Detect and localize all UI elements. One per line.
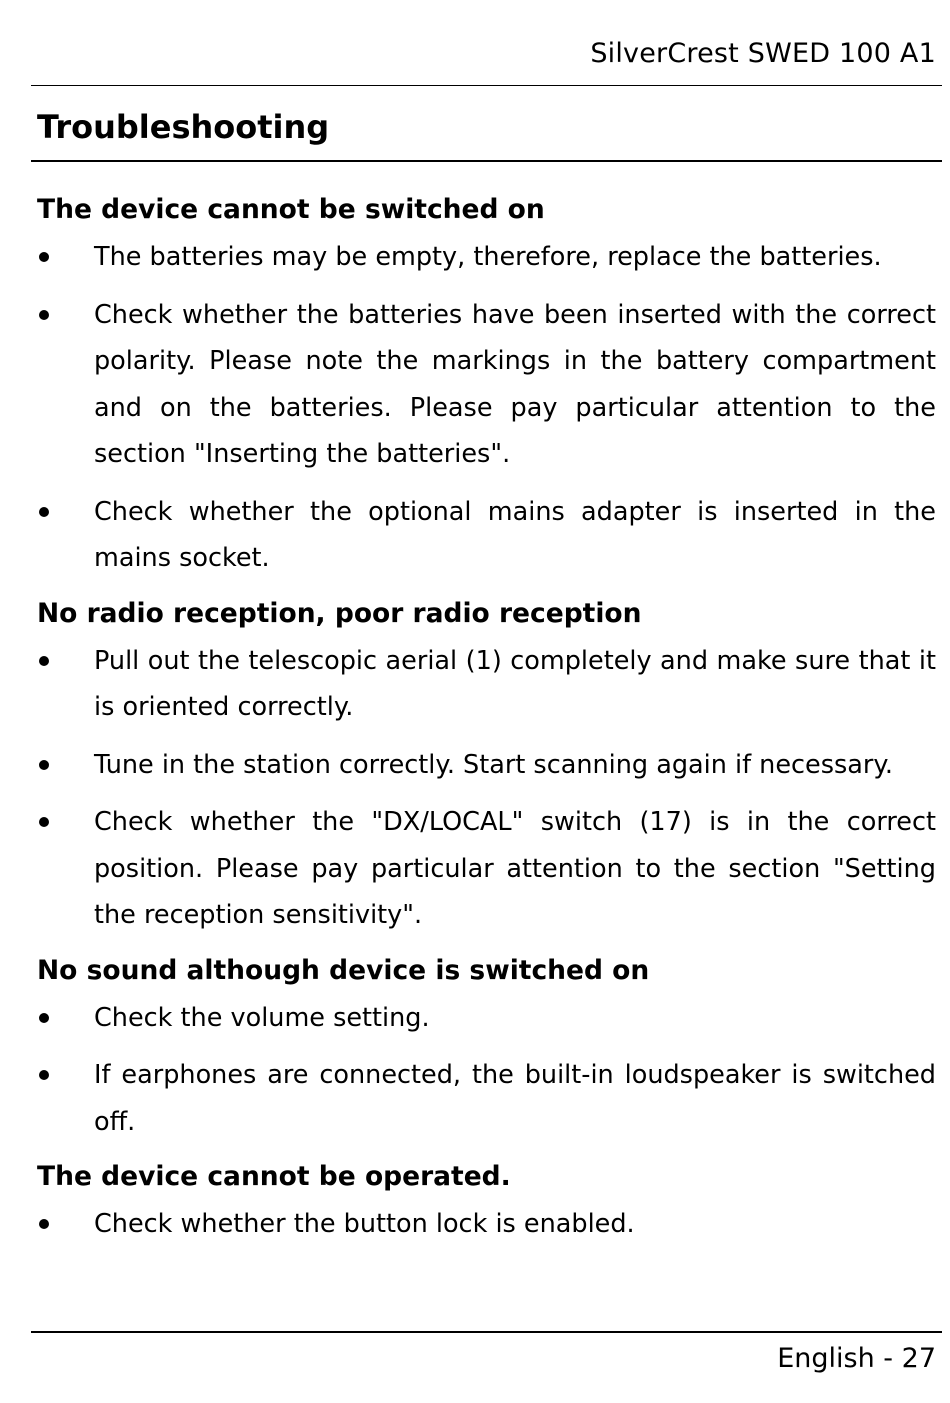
list-item-text: Check whether the batteries have been inserted with the correct polarity. Please note the markings in the battery compartment and on the batteries. Please pay particular attention to the section "Inserting the batteries". [94, 299, 936, 469]
list-item-text: Check whether the button lock is enabled. [94, 1209, 635, 1239]
list-item [37, 234, 936, 281]
bullet-list [37, 995, 936, 1146]
footer-separator: - [874, 1343, 902, 1374]
bullet-icon [39, 817, 49, 827]
bullet-list [37, 234, 936, 582]
title-divider [31, 160, 942, 162]
list-item [37, 995, 936, 1042]
list-item-text: Check whether the optional mains adapter is inserted in the mains socket. [94, 496, 936, 573]
footer-divider [31, 1331, 942, 1333]
bullet-icon [39, 1219, 49, 1229]
list-item-text: Check whether the "DX/LOCAL" switch (17) is in the correct position. Please pay particular attention to the section "Setting the reception sensitivity". [94, 807, 936, 930]
list-item [37, 1201, 936, 1248]
list-item-text: The batteries may be empty, therefore, replace the batteries. [94, 242, 882, 272]
footer-language: English [777, 1343, 875, 1374]
bullet-icon [39, 252, 49, 262]
list-item [37, 292, 936, 478]
list-item-text: If earphones are connected, the built-in loudspeaker is switched off. [94, 1060, 936, 1137]
bullet-icon [39, 507, 49, 517]
page-number: 27 [901, 1343, 936, 1374]
section-cannot-switch-on [37, 190, 936, 582]
bullet-icon [39, 760, 49, 770]
page-footer [777, 1343, 936, 1374]
list-item-text: Check the volume setting. [94, 1002, 430, 1033]
section-heading: The device cannot be operated. [37, 1161, 511, 1192]
list-item [37, 489, 936, 582]
page-title: Troubleshooting [37, 108, 330, 146]
troubleshooting-content [37, 190, 936, 1260]
bullet-icon [39, 310, 49, 320]
section-no-radio-reception [37, 594, 936, 939]
section-no-sound [37, 951, 936, 1146]
section-heading: The device cannot be switched on [37, 194, 545, 225]
section-cannot-be-operated [37, 1157, 936, 1248]
list-item [37, 799, 936, 939]
list-item [37, 638, 936, 731]
list-item-text: Tune in the station correctly. Start scanning again if necessary. [94, 749, 893, 780]
section-heading: No radio reception, poor radio reception [37, 597, 642, 629]
section-heading: No sound although device is switched on [37, 954, 650, 986]
list-item [37, 1052, 936, 1145]
bullet-list [37, 1201, 936, 1248]
list-item [37, 742, 936, 789]
page-header: SilverCrest SWED 100 A1 [590, 38, 936, 69]
bullet-icon [39, 656, 49, 666]
bullet-icon [39, 1013, 49, 1023]
bullet-icon [39, 1070, 49, 1080]
header-divider [31, 85, 942, 86]
list-item-text: Pull out the telescopic aerial (1) completely and make sure that it is oriented correctly. [94, 645, 936, 722]
bullet-list [37, 638, 936, 939]
